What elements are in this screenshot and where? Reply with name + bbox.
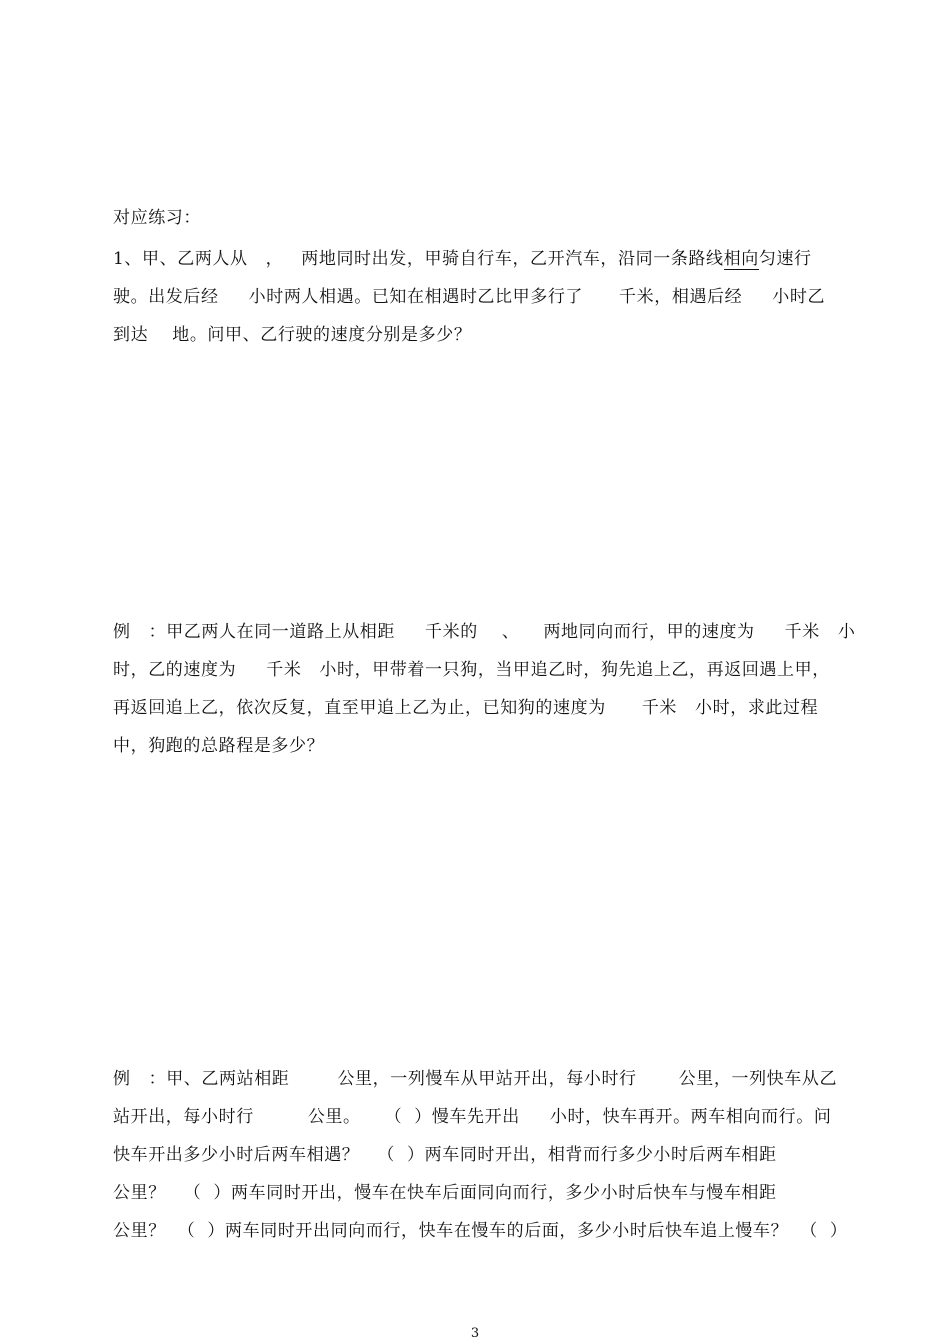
section-heading-text: 对应练习： — [113, 208, 201, 228]
exercise-1-line-1-end: 匀速行 — [758, 249, 812, 269]
example-trains-line-3: 快车开出多少小时后两车相遇？ （ ）两车同时开出，相背而行多少小时后两车相距 — [113, 1145, 777, 1165]
section-heading — [113, 199, 863, 237]
example-dog-line-3: 再返回追上乙，依次反复，直至甲追上乙为止，已知狗的速度为 千米 小时，求此过程 — [113, 698, 819, 718]
exercise-1-line-1 — [113, 240, 863, 278]
example-trains-line-2: 站开出，每小时行 公里。 （ ）慢车先开出 小时，快车再开。两车相向而行。问 — [113, 1107, 832, 1127]
example-trains-line-1: 例 ：甲、乙两站相距 公里，一列慢车从甲站开出，每小时行 公里，一列快车从乙 — [113, 1069, 838, 1089]
example-dog-problem — [113, 613, 863, 765]
underlined-term: 相向 — [723, 249, 759, 269]
exercise-1-line-1-start: 1、甲、乙两人从 ， 两地同时出发，甲骑自行车，乙开汽车，沿同一条路线 — [113, 249, 724, 269]
exercise-1-line-2: 驶。出发后经 小时两人相遇。已知在相遇时乙比甲多行了 千米，相遇后经 小时乙 — [113, 287, 826, 307]
example-trains-problem — [113, 1060, 863, 1250]
page-number: 3 — [470, 1326, 480, 1341]
exercise-1 — [113, 240, 863, 354]
example-trains-line-5: 公里？ （ ）两车同时开出同向而行，快车在慢车的后面，多少小时后快车追上慢车？ （ ） — [113, 1221, 848, 1241]
example-dog-line-4: 中，狗跑的总路程是多少？ — [113, 736, 325, 756]
example-dog-line-1: 例 ：甲乙两人在同一道路上从相距 千米的 、 两地同向而行，甲的速度为 千米 小 — [113, 622, 856, 642]
example-trains-line-4: 公里？ （ ）两车同时开出，慢车在快车后面同向而行，多少小时后快车与慢车相距 — [113, 1183, 777, 1203]
exercise-1-line-3: 到达 地。问甲、乙行驶的速度分别是多少？ — [113, 325, 472, 345]
example-dog-line-2: 时，乙的速度为 千米 小时，甲带着一只狗，当甲追乙时，狗先追上乙，再返回遇上甲， — [113, 660, 830, 680]
